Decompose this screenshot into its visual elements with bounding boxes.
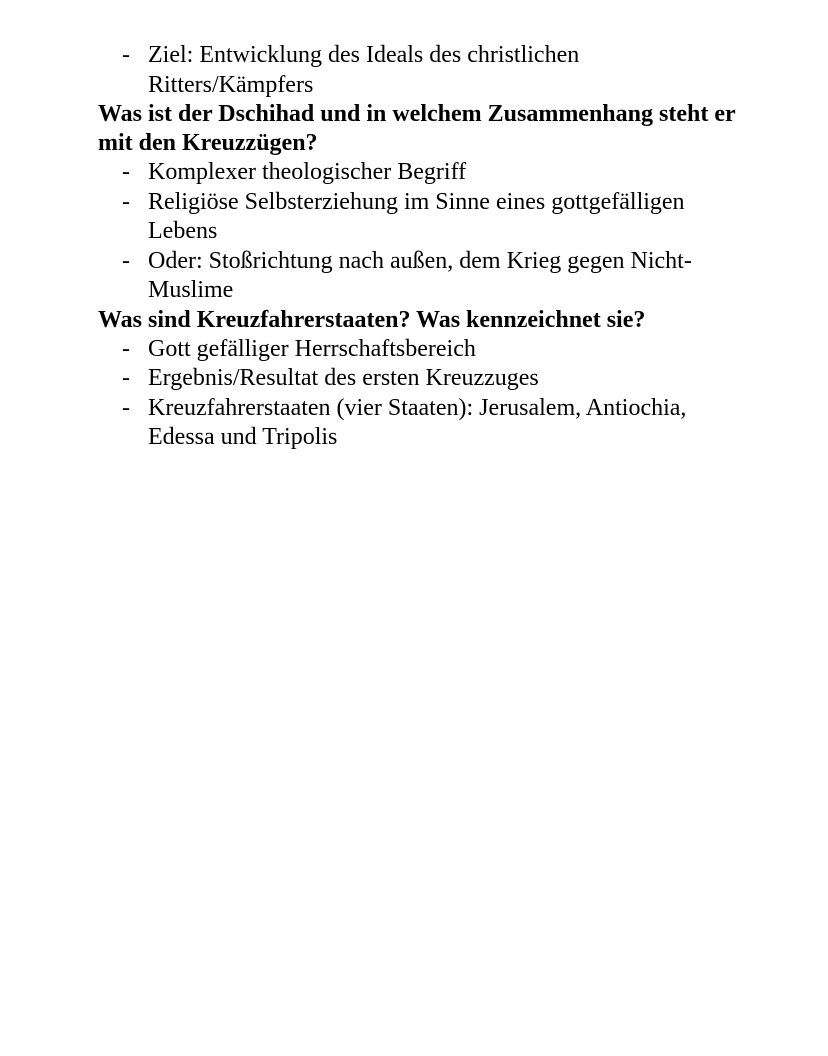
list-item xyxy=(98,41,738,100)
list-item xyxy=(98,247,738,306)
bullet-text: Oder: Stoßrichtung nach außen, dem Krieg gegen Nicht-Muslime xyxy=(148,247,692,303)
bullet-marker: - xyxy=(122,159,130,185)
section-heading: Was sind Kreuzfahrerstaaten? Was kennzeichnet sie? xyxy=(98,306,646,333)
bullet-marker: - xyxy=(122,247,130,274)
bullet-marker: - xyxy=(122,188,130,215)
bullet-marker: - xyxy=(122,365,130,391)
document-content xyxy=(98,41,738,453)
bullet-list xyxy=(98,41,738,100)
list-item xyxy=(98,158,738,188)
bullet-text: Kreuzfahrerstaaten (vier Staaten): Jerusalem, Antiochia, Edessa und Tripolis xyxy=(148,394,687,450)
bullet-text: Ergebnis/Resultat des ersten Kreuzzuges xyxy=(148,365,539,391)
bullet-text: Ziel: Entwicklung des Ideals des christlichen Ritters/Kämpfers xyxy=(148,42,580,98)
bullet-list xyxy=(98,158,738,306)
bullet-list xyxy=(98,335,738,453)
bullet-marker: - xyxy=(122,394,130,421)
bullet-marker: - xyxy=(122,42,130,68)
list-item xyxy=(98,394,738,453)
bullet-text: Komplexer theologischer Begriff xyxy=(148,159,467,185)
section-heading: Was ist der Dschihad und in welchem Zusammenhang steht er mit den Kreuzzügen? xyxy=(98,101,736,156)
list-item xyxy=(98,364,738,394)
bullet-marker: - xyxy=(122,335,130,362)
bullet-text: Religiöse Selbsterziehung im Sinne eines gottgefälligen Lebens xyxy=(148,188,685,244)
list-item xyxy=(98,335,738,365)
list-item xyxy=(98,188,738,247)
bullet-text: Gott gefälliger Herrschaftsbereich xyxy=(148,335,476,362)
